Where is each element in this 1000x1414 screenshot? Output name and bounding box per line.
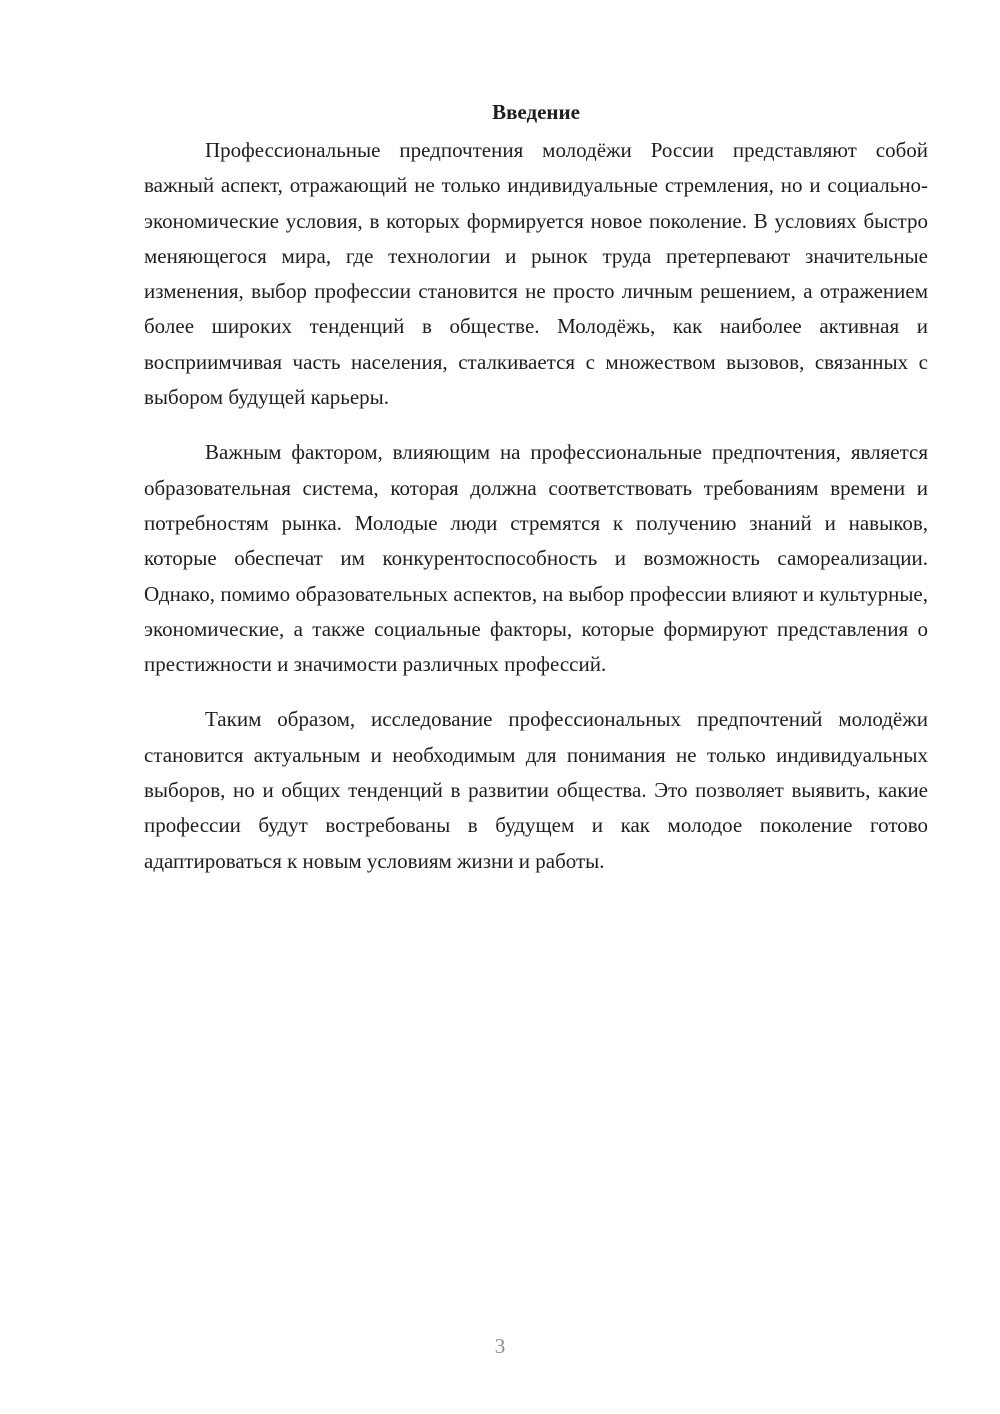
paragraph-3: Таким образом, исследование профессиональных предпочтений молодёжи становится актуальным и необходимым для понимания не только индивидуальных выборов, но и общих тенденций в развитии общества. Это позволяет выявить, какие профессии будут востребованы в будущем и как молодое поколение готово адаптироваться к новым условиям жизни и работы.	[144, 707, 928, 873]
page-content	[144, 98, 928, 899]
paragraph-2: Важным фактором, влияющим на профессиональные предпочтения, является образовательная система, которая должна соответствовать требованиям времени и потребностям рынка. Молодые люди стремятся к получению знаний и навыков, которые обеспечат им конкурентоспособность и возможность самореализации. Однако, помимо образовательных аспектов, на выбор профессии влияют и культурные, экономические, а также социальные факторы, которые формируют представления о престижности и значимости различных профессий.	[144, 440, 928, 677]
page-number: 3	[494, 1334, 506, 1358]
paragraph-1: Профессиональные предпочтения молодёжи России представляют собой важный аспект, отражающий не только индивидуальные стремления, но и социально-экономические условия, в которых формируется новое поколение. В условиях быстро меняющегося мира, где технологии и рынок труда претерпевают значительные изменения, выбор профессии становится не просто личным решением, а отражением более широких тенденций в обществе. Молодёжь, как наиболее активная и восприимчивая часть населения, сталкивается с множеством вызовов, связанных с выбором будущей карьеры.	[144, 138, 928, 410]
section-title: Введение	[492, 100, 580, 124]
